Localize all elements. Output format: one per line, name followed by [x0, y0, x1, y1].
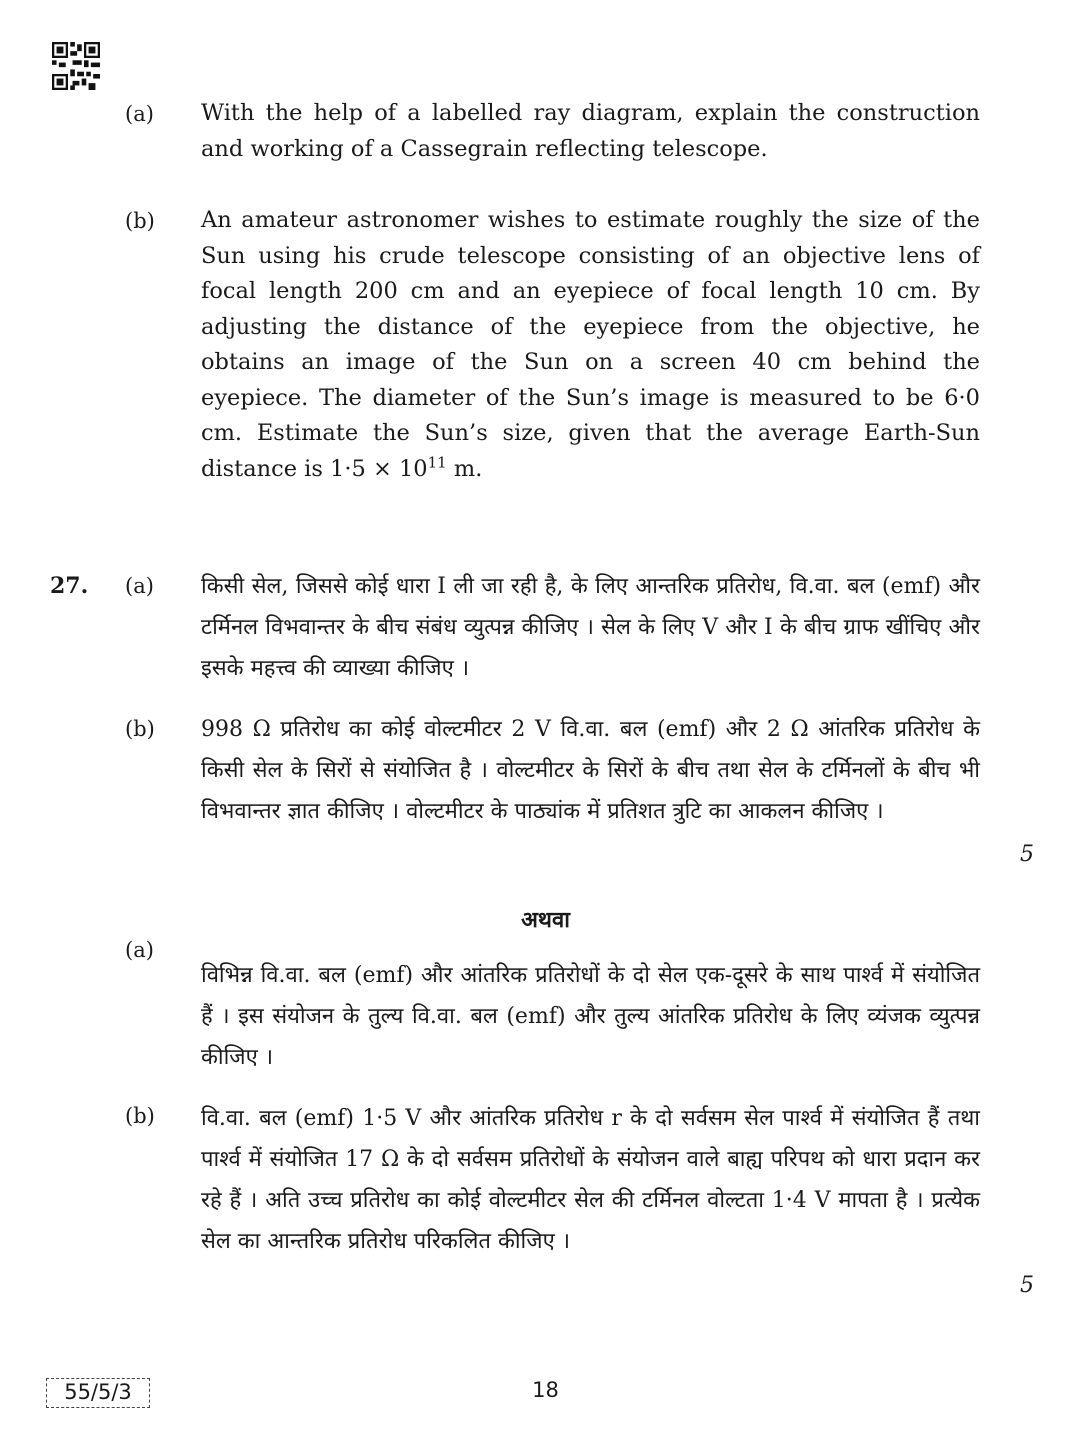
or-b-label: (b) [125, 1104, 155, 1128]
marks-q27: 5 [1020, 842, 1034, 867]
or-a-label: (a) [125, 938, 154, 962]
part-b-text-end: m. [446, 455, 483, 482]
part-b-text [201, 203, 980, 487]
q27-b-label: (b) [125, 717, 155, 741]
page-number: 18 [532, 1378, 559, 1402]
or-b-text: वि.वा. बल (emf) 1·5 V और आंतरिक प्रतिरोध r के दो सर्वसम सेल पार्श्व में संयोजित हैं तथा पार्श्व में संयोजित 17 Ω के दो सर्वसम प्रतिरोधों के संयोजन वाले बाह्य परिपथ को धारा प्रदान कर रहे हैं । अति उच्च प्रतिरोध का कोई वोल्टमीटर सेल की टर्मिनल वोल्टता 1·4 V मापता है । प्रत्येक सेल का आन्तरिक प्रतिरोध परिकलित कीजिए । [201, 1106, 980, 1254]
microtext-strip [46, 1411, 152, 1415]
part-a-text: With the help of a labelled ray diagram, explain the construction and working of a Cassegrain reflecting telescope. [201, 100, 980, 162]
q27-a-label: (a) [125, 574, 154, 598]
q27-a-text: किसी सेल, जिससे कोई धारा I ली जा रही है, के लिए आन्तरिक प्रतिरोध, वि.वा. बल (emf) और टर्मिनल विभवान्तर के बीच संबंध व्युत्पन्न कीजिए । सेल के लिए V और I के बीच ग्राफ खींचिए और इसके महत्त्व की व्याख्या कीजिए । [201, 574, 980, 681]
part-b-exponent: 11 [427, 453, 447, 471]
or-separator: अथवा [521, 907, 570, 933]
q27-b-text: 998 Ω प्रतिरोध का कोई वोल्टमीटर 2 V वि.वा. बल (emf) और 2 Ω आंतरिक प्रतिरोध के किसी सेल के सिरों से संयोजित है । वोल्टमीटर के सिरों के बीच तथा सेल के टर्मिनलों के बीच भी विभवान्तर ज्ञात कीजिए । वोल्टमीटर के पाठ्यांक में प्रतिशत त्रुटि का आकलन कीजिए । [201, 717, 980, 824]
paper-code: 55/5/3 [46, 1378, 150, 1408]
part-b-label: (b) [125, 209, 155, 233]
part-b-text-main: An amateur astronomer wishes to estimate roughly the size of the Sun using his crude telescope consisting of an objective lens of focal length 200 cm and an eyepiece of focal length 10 cm. By adjusting the distance of the eyepiece from the objective, he obtains an image of the Sun on a screen 40 cm behind the eyepiece. The diameter of the Sun’s image is measured to be 6·0 cm. Estimate the Sun’s size, given that the average Earth-Sun distance is 1·5 × 10 [201, 207, 980, 482]
or-a-text: विभिन्न वि.वा. बल (emf) और आंतरिक प्रतिरोधों के दो सेल एक-दूसरे के साथ पार्श्व में संयोजित हैं । इस संयोजन के तुल्य वि.वा. बल (emf) और तुल्य आंतरिक प्रतिरोध के लिए व्यंजक व्युत्पन्न कीजिए । [201, 963, 980, 1070]
question-number: 27. [50, 573, 89, 599]
part-a-label: (a) [125, 102, 154, 126]
marks-or: 5 [1020, 1273, 1034, 1298]
qr-code-icon [52, 42, 100, 90]
